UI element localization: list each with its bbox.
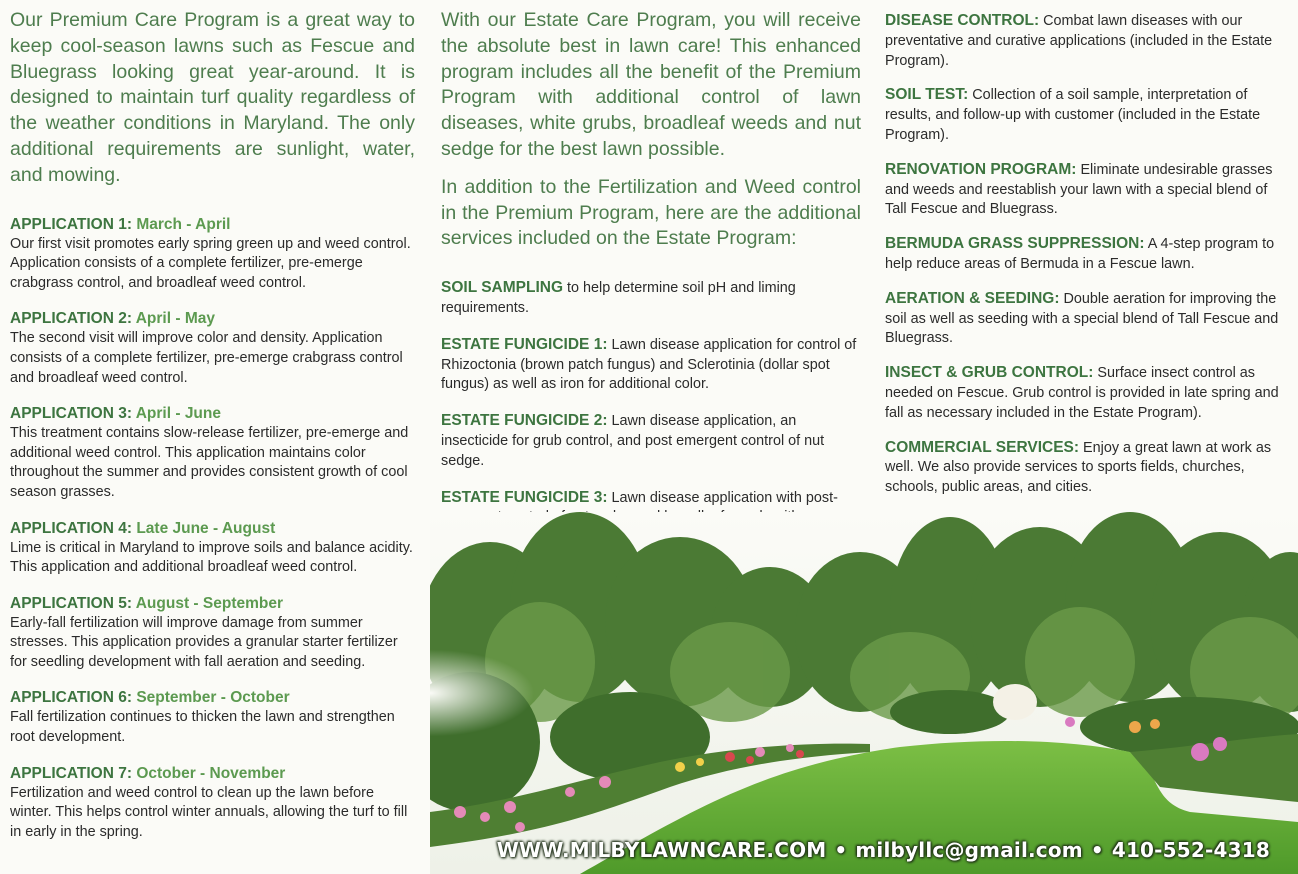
application-body: Fall fertilization continues to thicken the lawn and strengthen root development.: [10, 709, 395, 746]
application-months: Late June - August: [136, 519, 276, 537]
service-body: Lawn disease application, an insecticide for grub control, and post emergent control of nut sedge.: [441, 413, 825, 469]
service-item: [885, 11, 1285, 71]
application-title: APPLICATION 1:: [10, 215, 132, 233]
service-body: Eliminate undesirable grasses and weeds and reestablish your lawn with a special blend of Tall Fescue and Bluegrass.: [885, 161, 1273, 218]
services-column: [885, 0, 1285, 498]
service-title: COMMERCIAL SERVICES:: [885, 438, 1080, 456]
service-item: [885, 289, 1285, 349]
premium-column: [10, 0, 415, 842]
service-title: AERATION & SEEDING:: [885, 289, 1060, 307]
service-title: ESTATE FUNGICIDE 3:: [441, 488, 608, 506]
application-title: APPLICATION 4:: [10, 519, 132, 537]
service-body: Collection of a soil sample, interpretation of results, and follow-up with customer (included in the Estate Program).: [885, 87, 1261, 143]
service-item: [885, 85, 1285, 145]
service-title: DISEASE CONTROL:: [885, 12, 1040, 29]
application-body: Lime is critical in Maryland to improve soils and balance acidity. This application and additional broadleaf weed control.: [10, 539, 413, 576]
service-item: [885, 438, 1285, 498]
application-title: APPLICATION 7:: [10, 764, 132, 782]
service-body: Combat lawn diseases with our preventative and curative applications (included in the Estate Program).: [885, 13, 1273, 69]
application-months: March - April: [136, 215, 231, 233]
service-title: RENOVATION PROGRAM:: [885, 160, 1077, 178]
service-title: BERMUDA GRASS SUPPRESSION:: [885, 235, 1145, 253]
application-item: [10, 215, 415, 294]
service-item: [885, 234, 1285, 275]
service-body: Surface insect control as needed on Fescue. Grub control is provided in late spring and fall as necessary included in the Estate Program).: [885, 365, 1279, 421]
service-body: to help determine soil pH and liming requirements.: [441, 280, 796, 316]
application-list: [10, 215, 415, 843]
application-item: [10, 764, 415, 843]
service-title: INSECT & GRUB CONTROL:: [885, 364, 1094, 382]
application-body: This treatment contains slow-release fertilizer, pre-emerge and additional weed control. This application maintains color throughout the summer and provides consistent growth of cool season grasses.: [10, 425, 409, 500]
email-link[interactable]: milbyllc@gmail.com: [855, 838, 1083, 862]
phone-number[interactable]: 410-552-4318: [1111, 838, 1270, 862]
service-item: [885, 160, 1285, 220]
service-body: Enjoy a great lawn at work as well. We also provide services to sports fields, churches, schools, public areas, and cities.: [885, 439, 1272, 496]
estate-service-list: [441, 278, 861, 548]
application-title: APPLICATION 6:: [10, 689, 132, 707]
application-months: April - June: [135, 405, 221, 423]
service-title: ESTATE FUNGICIDE 2:: [441, 412, 608, 430]
application-title: APPLICATION 2:: [10, 310, 132, 328]
garden-photo: [430, 512, 1298, 874]
website-link[interactable]: WWW.MILBYLAWNCARE.COM: [496, 838, 827, 862]
application-body: The second visit will improve color and density. Application consists of a complete fertilizer, pre-emerge crabgrass control and broadleaf weed control.: [10, 330, 403, 386]
application-item: [10, 688, 415, 747]
application-body: Fertilization and weed control to clean up the lawn before winter. This helps control winter annuals, allowing the turf to fill in early in the spring.: [10, 784, 408, 840]
estate-service-item: [441, 411, 861, 471]
estate-service-item: [441, 335, 861, 395]
separator: •: [834, 838, 848, 862]
estate-intro-additional: In addition to the Fertilization and Weed control in the Premium Program, here are the additional services included on the Estate Program:: [441, 175, 861, 250]
application-months: August - September: [135, 594, 283, 612]
application-months: September - October: [136, 689, 290, 707]
estate-intro: With our Estate Care Program, you will receive the absolute best in lawn care! This enhanced program includes all the benefit of the Premium Program with additional control of lawn diseases, white grubs, broadleaf weeds and nut sedge for the best lawn possible.: [441, 9, 861, 160]
application-item: [10, 519, 415, 578]
service-title: SOIL SAMPLING: [441, 279, 564, 297]
application-item: [10, 309, 415, 388]
application-item: [10, 594, 415, 673]
application-item: [10, 404, 415, 502]
service-title: ESTATE FUNGICIDE 1:: [441, 335, 608, 353]
service-body: Double aeration for improving the soil as well as seeding with a special blend of Tall Fescue and Bluegrass.: [885, 290, 1279, 347]
service-body: Lawn disease application for control of Rhizoctonia (brown patch fungus) and Sclerotinia (dollar spot fungus) as well as iron for additional color.: [441, 336, 857, 393]
premium-intro: Our Premium Care Program is a great way to keep cool-season lawns such as Fescue and Bluegrass looking great year-around. It is designed to maintain turf quality regardless of the weather conditions in Maryland. The only additional requirements are sunlight, water, and mowing.: [10, 9, 415, 186]
application-title: APPLICATION 3:: [10, 405, 132, 423]
estate-column: [441, 0, 861, 548]
application-title: APPLICATION 5:: [10, 594, 132, 612]
estate-service-item: [441, 278, 861, 319]
application-months: October - November: [136, 764, 286, 782]
service-title: SOIL TEST:: [885, 86, 969, 104]
contact-footer: [430, 838, 1270, 862]
separator: •: [1090, 838, 1104, 862]
application-body: Our first visit promotes early spring green up and weed control. Application consists of a complete fertilizer, pre-emerge crabgrass control, and broadleaf weed control.: [10, 235, 411, 291]
service-body: Lawn disease application with post-: [611, 489, 838, 506]
service-item: [885, 363, 1285, 423]
application-body: Early-fall fertilization will improve damage from summer stresses. This application provides a granular starter fertilizer for seedling development with fall aeration and seeding.: [10, 614, 398, 670]
application-months: April - May: [135, 310, 215, 328]
service-body: A 4-step program to help reduce areas of Bermuda in a Fescue lawn.: [885, 236, 1275, 272]
